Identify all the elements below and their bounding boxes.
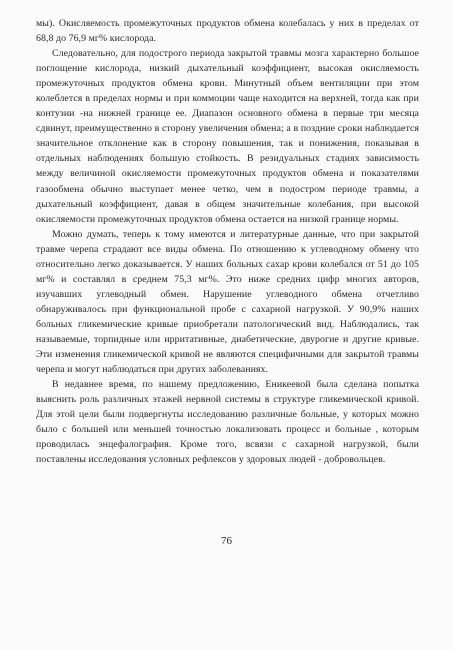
- body-text: [36, 16, 419, 467]
- paragraph-2: Следовательно, для подострого периода закрытой травмы мозга характерно большое поглощение кислорода, низкий дыхательный коэффициент, высокая окисляемость промежуточных продуктов обмена крови. Минутный объем вентиляции при этом колеблется в пределах нормы и при коммоции чаще находится на верхней, тогда как при контузии -на нижней границе ее. Диапазон основного обмена в первые три месяца сдвинут, преимущественно в сторону увеличения обмена; а в поздние сроки наблюдается значительное отклонение как в сторону повышения, так и понижения, показывая в отдельных наблюдениях большую стойкость. В резидуальных стадиях зависимость между величиной окисляемости промежуточных продуктов обмена и показателями газообмена обычно выступает менее четко, чем в подостром периоде травмы, а дыхательный коэффициент, давая в общем значительные колебания, при высокой окисляемости промежуточных продуктов обмена остается на низкой границе нормы.: [36, 48, 419, 225]
- page-number: 76: [221, 535, 232, 547]
- paragraph-3: Можно думать, теперь к тому имеются и литературные данные, что при закрытой травме черепа страдают все виды обмена. По отношению к углеводному обмену что относительно легко доказывается. У наших больных сахар крови колебался от 51 до 105 мг% и составлял в среднем 75,3 мг%. Это ниже средних цифр многих авторов, изучавших углеводный обмен. Нарушение углеводного обмена отчетливо обнаруживалось при функциональной пробе с сахарной нагрузкой. У 90,9% наших больных гликемические кривые приобретали патологический вид. Наблюдались, так называемые, торпидные или ирритативные, диабетические, двурогие и другие кривые. Эти изменения гликемической кривой не являются специфичными для закрытой травмы черепа и могут наблюдаться при других заболеваниях.: [36, 228, 419, 376]
- paragraph-continued: мы). Окисляемость промежуточных продуктов обмена колебалась у них в пределах от 68,8 до 76,9 мг% кислорода.: [36, 18, 419, 45]
- paragraph-4: В недавнее время, по нашему предложению, Еникеевой была сделана попытка выяснить роль различных этажей нервной системы в структуре гликемической кривой. Для этой цели были подвергнуты исследованию различные больные, у которых можно было с большей или меньшей точностью локализовать процесс и больные , которым проводилась энцефалография. Кроме того, всвязи с сахарной нагрузкой, были поставлены исследования условных рефлексов у здоровых людей - добровольцев.: [36, 379, 419, 466]
